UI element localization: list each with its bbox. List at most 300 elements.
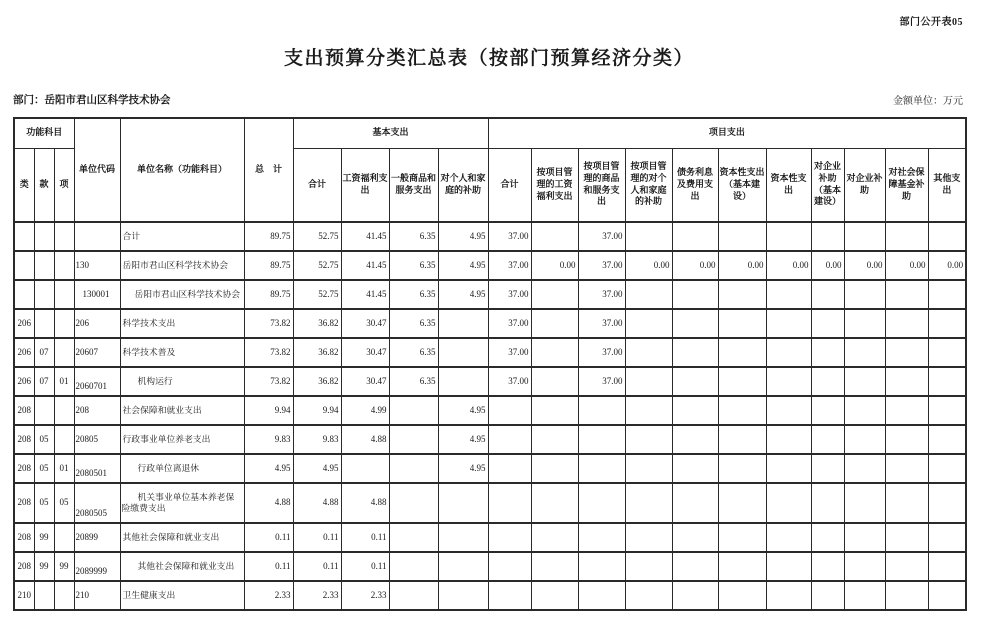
cell-unit-code: 208 <box>74 396 120 425</box>
cell-value: 0.00 <box>672 251 718 280</box>
cell-value: 0.11 <box>341 523 389 552</box>
cell-grand-total: 2.33 <box>244 581 293 610</box>
cell-unit-code: 2089999 <box>74 552 120 581</box>
header-project-individual: 按项目管理的对个人和家庭的补助 <box>625 148 672 222</box>
cell-value <box>488 581 531 610</box>
cell-grand-total: 89.75 <box>244 251 293 280</box>
cell-value <box>718 396 766 425</box>
cell-value <box>672 523 718 552</box>
cell-value <box>488 523 531 552</box>
cell-item-code <box>54 396 74 425</box>
header-grand-total: 总 计 <box>244 118 293 222</box>
cell-value <box>531 280 578 309</box>
cell-class-code: 206 <box>14 367 34 396</box>
cell-value <box>531 581 578 610</box>
table-body <box>14 222 966 610</box>
header-unit-name: 单位名称（功能科目） <box>120 118 244 222</box>
header-project-wages: 按项目管理的工资福利支出 <box>531 148 578 222</box>
cell-grand-total: 73.82 <box>244 338 293 367</box>
cell-value <box>718 523 766 552</box>
cell-value <box>766 367 811 396</box>
table-header <box>14 118 966 222</box>
cell-value <box>672 367 718 396</box>
cell-value: 0.00 <box>885 251 928 280</box>
cell-value <box>389 483 438 523</box>
cell-value <box>672 454 718 483</box>
cell-value <box>672 581 718 610</box>
cell-value <box>672 396 718 425</box>
cell-unit-code: 130 <box>74 251 120 280</box>
cell-value <box>488 483 531 523</box>
cell-value <box>844 222 885 251</box>
cell-section-code <box>34 222 54 251</box>
cell-item-code <box>54 581 74 610</box>
cell-value <box>488 454 531 483</box>
cell-value <box>672 222 718 251</box>
cell-grand-total: 89.75 <box>244 280 293 309</box>
cell-value <box>811 581 844 610</box>
cell-value <box>766 483 811 523</box>
cell-value: 30.47 <box>341 338 389 367</box>
cell-value <box>844 425 885 454</box>
cell-value <box>885 483 928 523</box>
cell-value <box>885 309 928 338</box>
cell-value: 4.95 <box>293 454 341 483</box>
cell-grand-total: 4.88 <box>244 483 293 523</box>
header-group-row <box>14 118 966 148</box>
cell-class-code: 208 <box>14 454 34 483</box>
cell-section-code <box>34 280 54 309</box>
cell-unit-name: 科学技术普及 <box>120 338 244 367</box>
cell-value <box>531 367 578 396</box>
cell-value: 0.00 <box>844 251 885 280</box>
cell-value: 0.11 <box>341 552 389 581</box>
cell-unit-name: 合计 <box>120 222 244 251</box>
cell-value <box>578 425 625 454</box>
cell-value <box>438 552 488 581</box>
cell-value: 37.00 <box>488 367 531 396</box>
cell-value <box>885 425 928 454</box>
cell-value <box>625 396 672 425</box>
cell-value: 4.99 <box>341 396 389 425</box>
cell-value <box>531 309 578 338</box>
cell-value <box>438 581 488 610</box>
cell-unit-name: 岳阳市君山区科学技术协会 <box>120 280 244 309</box>
header-debt-interest: 债务利息及费用支出 <box>672 148 718 222</box>
cell-item-code <box>54 222 74 251</box>
cell-value <box>885 454 928 483</box>
cell-value: 0.00 <box>531 251 578 280</box>
cell-value <box>672 309 718 338</box>
cell-value: 4.95 <box>438 425 488 454</box>
cell-value <box>844 454 885 483</box>
cell-value <box>766 454 811 483</box>
cell-class-code: 206 <box>14 309 34 338</box>
cell-value <box>625 454 672 483</box>
cell-class-code: 206 <box>14 338 34 367</box>
header-capital-construction: 资本性支出（基本建设） <box>718 148 766 222</box>
cell-value: 52.75 <box>293 222 341 251</box>
cell-value: 6.35 <box>389 309 438 338</box>
cell-value <box>766 581 811 610</box>
cell-value: 6.35 <box>389 367 438 396</box>
header-unit-code: 单位代码 <box>74 118 120 222</box>
cell-unit-code: 20899 <box>74 523 120 552</box>
table-row <box>14 338 966 367</box>
cell-unit-code: 2080501 <box>74 454 120 483</box>
cell-value <box>885 367 928 396</box>
cell-value <box>625 425 672 454</box>
cell-value <box>578 581 625 610</box>
cell-value <box>389 454 438 483</box>
cell-value <box>844 280 885 309</box>
cell-value <box>625 581 672 610</box>
cell-value: 30.47 <box>341 309 389 338</box>
cell-unit-name: 社会保障和就业支出 <box>120 396 244 425</box>
cell-value <box>766 280 811 309</box>
cell-value <box>811 280 844 309</box>
cell-item-code <box>54 523 74 552</box>
cell-value <box>885 523 928 552</box>
cell-value <box>625 552 672 581</box>
cell-value: 4.88 <box>341 483 389 523</box>
cell-value <box>438 483 488 523</box>
cell-value: 52.75 <box>293 251 341 280</box>
cell-unit-code: 20805 <box>74 425 120 454</box>
cell-unit-code <box>74 222 120 251</box>
cell-value <box>844 483 885 523</box>
cell-value <box>928 523 966 552</box>
cell-item-code <box>54 425 74 454</box>
table-row <box>14 251 966 280</box>
cell-value: 37.00 <box>578 222 625 251</box>
cell-value: 4.95 <box>438 222 488 251</box>
cell-value <box>885 222 928 251</box>
cell-value <box>811 552 844 581</box>
cell-value <box>766 425 811 454</box>
cell-value <box>531 338 578 367</box>
cell-unit-code: 2080505 <box>74 483 120 523</box>
cell-value <box>625 483 672 523</box>
cell-value <box>438 309 488 338</box>
cell-value: 0.00 <box>928 251 966 280</box>
cell-value: 37.00 <box>488 338 531 367</box>
cell-unit-name: 科学技术支出 <box>120 309 244 338</box>
cell-value: 37.00 <box>488 222 531 251</box>
header-project-subtotal: 合计 <box>488 148 531 222</box>
cell-unit-code: 130001 <box>74 280 120 309</box>
cell-item-code <box>54 280 74 309</box>
header-social-security-subsidy: 对社会保障基金补助 <box>885 148 928 222</box>
cell-value: 37.00 <box>578 338 625 367</box>
table-row <box>14 280 966 309</box>
cell-value <box>811 367 844 396</box>
cell-value <box>488 552 531 581</box>
cell-value <box>844 338 885 367</box>
cell-value <box>531 222 578 251</box>
cell-value: 2.33 <box>293 581 341 610</box>
cell-value: 41.45 <box>341 251 389 280</box>
cell-section-code: 07 <box>34 367 54 396</box>
cell-section-code: 99 <box>34 552 54 581</box>
cell-value <box>672 425 718 454</box>
header-basic-individual: 对个人和家庭的补助 <box>438 148 488 222</box>
cell-value <box>885 280 928 309</box>
header-other-expenditure: 其他支出 <box>928 148 966 222</box>
cell-value <box>672 552 718 581</box>
cell-value <box>718 581 766 610</box>
header-col-section: 款 <box>34 148 54 222</box>
cell-class-code: 208 <box>14 523 34 552</box>
table-row <box>14 552 966 581</box>
cell-value <box>531 425 578 454</box>
cell-section-code: 07 <box>34 338 54 367</box>
cell-value <box>928 338 966 367</box>
cell-section-code: 05 <box>34 454 54 483</box>
cell-section-code: 05 <box>34 425 54 454</box>
cell-value <box>625 338 672 367</box>
cell-value <box>885 338 928 367</box>
cell-value: 9.83 <box>293 425 341 454</box>
cell-value <box>928 222 966 251</box>
cell-value <box>389 425 438 454</box>
cell-value <box>766 523 811 552</box>
cell-value: 4.95 <box>438 396 488 425</box>
cell-value <box>844 552 885 581</box>
cell-value <box>885 552 928 581</box>
cell-value: 2.33 <box>341 581 389 610</box>
cell-value: 41.45 <box>341 280 389 309</box>
cell-value <box>844 367 885 396</box>
cell-unit-name: 行政单位离退休 <box>120 454 244 483</box>
table-row <box>14 483 966 523</box>
cell-value <box>438 367 488 396</box>
cell-value: 37.00 <box>578 367 625 396</box>
cell-unit-name: 卫生健康支出 <box>120 581 244 610</box>
header-basic-subtotal: 合计 <box>293 148 341 222</box>
department-label: 部门：岳阳市君山区科学技术协会 <box>13 95 171 106</box>
form-number-label: 部门公开表05 <box>899 17 963 28</box>
cell-value <box>928 396 966 425</box>
cell-value: 4.95 <box>438 454 488 483</box>
cell-value: 52.75 <box>293 280 341 309</box>
cell-value <box>811 338 844 367</box>
cell-value <box>389 581 438 610</box>
cell-item-code: 01 <box>54 367 74 396</box>
cell-value <box>672 338 718 367</box>
cell-value: 6.35 <box>389 251 438 280</box>
cell-value <box>844 523 885 552</box>
cell-value <box>531 523 578 552</box>
cell-value <box>811 396 844 425</box>
meta-row <box>13 92 963 107</box>
cell-value: 37.00 <box>578 309 625 338</box>
cell-value <box>766 338 811 367</box>
cell-value <box>811 454 844 483</box>
cell-unit-name: 机关事业单位基本养老保险缴费支出 <box>120 483 244 523</box>
cell-value <box>885 396 928 425</box>
cell-grand-total: 73.82 <box>244 367 293 396</box>
table-row <box>14 454 966 483</box>
cell-class-code <box>14 222 34 251</box>
cell-unit-name: 岳阳市君山区科学技术协会 <box>120 251 244 280</box>
cell-value: 6.35 <box>389 338 438 367</box>
cell-value <box>928 552 966 581</box>
cell-value: 37.00 <box>488 280 531 309</box>
cell-value <box>811 222 844 251</box>
cell-grand-total: 9.94 <box>244 396 293 425</box>
cell-value <box>844 396 885 425</box>
cell-unit-code: 206 <box>74 309 120 338</box>
table-row <box>14 309 966 338</box>
cell-unit-name: 其他社会保障和就业支出 <box>120 523 244 552</box>
header-enterprise-subsidy: 对企业补助 <box>844 148 885 222</box>
cell-section-code <box>34 396 54 425</box>
cell-item-code: 01 <box>54 454 74 483</box>
cell-grand-total: 0.11 <box>244 552 293 581</box>
cell-value <box>928 309 966 338</box>
cell-unit-code: 2060701 <box>74 367 120 396</box>
table-row <box>14 367 966 396</box>
cell-value: 4.88 <box>293 483 341 523</box>
cell-value: 0.00 <box>766 251 811 280</box>
cell-value <box>625 280 672 309</box>
cell-unit-code: 210 <box>74 581 120 610</box>
cell-value <box>885 581 928 610</box>
cell-item-code <box>54 309 74 338</box>
cell-value: 0.11 <box>293 523 341 552</box>
cell-value: 37.00 <box>578 280 625 309</box>
cell-value <box>718 309 766 338</box>
header-capital: 资本性支出 <box>766 148 811 222</box>
cell-class-code: 208 <box>14 396 34 425</box>
cell-grand-total: 4.95 <box>244 454 293 483</box>
header-basic-group: 基本支出 <box>293 118 488 148</box>
cell-value: 0.11 <box>293 552 341 581</box>
cell-value <box>531 396 578 425</box>
cell-value <box>438 338 488 367</box>
cell-class-code <box>14 251 34 280</box>
cell-value: 37.00 <box>488 309 531 338</box>
cell-value: 37.00 <box>578 251 625 280</box>
cell-class-code: 208 <box>14 483 34 523</box>
amount-unit-label: 金额单位：万元 <box>893 96 963 107</box>
cell-grand-total: 9.83 <box>244 425 293 454</box>
table-row <box>14 523 966 552</box>
cell-value: 4.95 <box>438 251 488 280</box>
cell-class-code <box>14 280 34 309</box>
cell-value: 6.35 <box>389 222 438 251</box>
cell-value: 0.00 <box>811 251 844 280</box>
header-func-group: 功能科目 <box>14 118 74 148</box>
cell-section-code <box>34 251 54 280</box>
cell-section-code <box>34 309 54 338</box>
budget-table <box>13 117 967 611</box>
page-title: 支出预算分类汇总表（按部门预算经济分类） <box>283 48 694 69</box>
cell-unit-name: 行政事业单位养老支出 <box>120 425 244 454</box>
cell-value: 0.00 <box>718 251 766 280</box>
cell-value <box>341 454 389 483</box>
cell-value <box>389 396 438 425</box>
cell-section-code <box>34 581 54 610</box>
cell-value <box>928 280 966 309</box>
cell-value <box>718 454 766 483</box>
cell-grand-total: 89.75 <box>244 222 293 251</box>
cell-item-code <box>54 338 74 367</box>
cell-value <box>578 396 625 425</box>
cell-value <box>389 552 438 581</box>
header-enterprise-subsidy-construction: 对企业补助（基本建设） <box>811 148 844 222</box>
cell-value <box>488 425 531 454</box>
cell-value: 9.94 <box>293 396 341 425</box>
cell-value <box>718 280 766 309</box>
cell-value: 41.45 <box>341 222 389 251</box>
cell-value <box>488 396 531 425</box>
cell-unit-name: 机构运行 <box>120 367 244 396</box>
cell-value <box>766 309 811 338</box>
cell-value: 36.82 <box>293 338 341 367</box>
table-row <box>14 222 966 251</box>
cell-value <box>928 454 966 483</box>
cell-value <box>718 338 766 367</box>
cell-value <box>438 523 488 552</box>
cell-value <box>766 222 811 251</box>
cell-value <box>578 483 625 523</box>
cell-class-code: 208 <box>14 552 34 581</box>
cell-value <box>718 367 766 396</box>
cell-value <box>672 483 718 523</box>
cell-value <box>928 581 966 610</box>
cell-unit-code: 20607 <box>74 338 120 367</box>
cell-value <box>625 222 672 251</box>
cell-value <box>811 483 844 523</box>
cell-value <box>811 309 844 338</box>
cell-value: 30.47 <box>341 367 389 396</box>
cell-value <box>928 367 966 396</box>
cell-item-code: 99 <box>54 552 74 581</box>
cell-value: 0.00 <box>625 251 672 280</box>
cell-value <box>811 523 844 552</box>
cell-section-code: 05 <box>34 483 54 523</box>
header-project-group: 项目支出 <box>488 118 966 148</box>
cell-value <box>928 425 966 454</box>
cell-value: 37.00 <box>488 251 531 280</box>
cell-value <box>531 483 578 523</box>
cell-unit-name: 其他社会保障和就业支出 <box>120 552 244 581</box>
cell-item-code: 05 <box>54 483 74 523</box>
cell-value <box>766 396 811 425</box>
cell-value <box>389 523 438 552</box>
cell-value <box>531 454 578 483</box>
header-col-class: 类 <box>14 148 34 222</box>
cell-value <box>844 309 885 338</box>
cell-grand-total: 73.82 <box>244 309 293 338</box>
table-row <box>14 581 966 610</box>
cell-section-code: 99 <box>34 523 54 552</box>
cell-value <box>718 552 766 581</box>
cell-value: 4.95 <box>438 280 488 309</box>
cell-value <box>531 552 578 581</box>
header-project-goods: 按项目管理的商品和服务支出 <box>578 148 625 222</box>
cell-value <box>718 222 766 251</box>
cell-class-code: 210 <box>14 581 34 610</box>
header-basic-goods: 一般商品和服务支出 <box>389 148 438 222</box>
header-basic-wages: 工资福利支出 <box>341 148 389 222</box>
table-row <box>14 425 966 454</box>
cell-value <box>578 523 625 552</box>
cell-value <box>766 552 811 581</box>
cell-value <box>578 552 625 581</box>
